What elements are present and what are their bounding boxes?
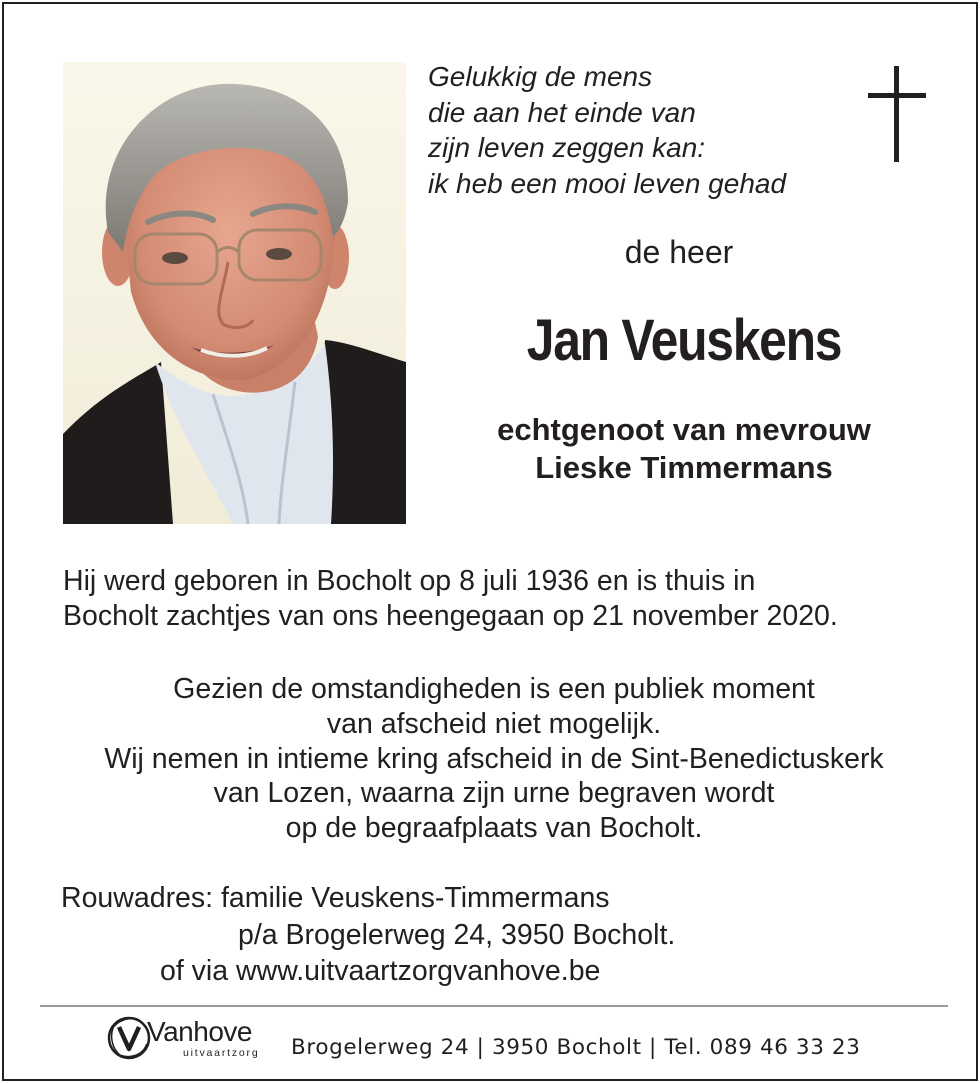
birth-line: Bocholt zachtjes van ons heengegaan op 21 november 2020.: [63, 600, 838, 632]
cross-icon: [868, 66, 926, 164]
poem-line: Gelukkig de mens: [428, 61, 653, 92]
spouse-line: Lieske Timmermans: [535, 450, 833, 485]
vanhove-logo: [105, 1014, 285, 1064]
poem-line: die aan het einde van: [428, 96, 696, 128]
obituary-card: [2, 2, 978, 1081]
footer-contact: Brogelerweg 24 | 3950 Bocholt | Tel. 089 46 33 23: [291, 1035, 861, 1060]
birth-death-text: [63, 564, 943, 634]
farewell-line: op de begraafplaats van Bocholt.: [285, 812, 703, 845]
brand-subtitle: uitvaartzorg: [183, 1047, 260, 1059]
deceased-name: Jan Veuskens: [526, 308, 842, 373]
farewell-line: Gezien de omstandigheden is een publiek moment: [173, 673, 815, 705]
address-line: Rouwadres: familie Veuskens-Timmermans: [61, 882, 610, 914]
farewell-line: van Lozen, waarna zijn urne begraven wordt: [213, 777, 775, 810]
portrait-photo: [63, 62, 406, 524]
farewell-text: [44, 672, 944, 846]
brand-name: Vanhove: [147, 1016, 252, 1047]
spouse-line: echtgenoot van mevrouw: [497, 412, 871, 447]
poem-line: ik heb een mooi leven gehad: [428, 167, 787, 199]
spouse-info: [434, 411, 934, 487]
address-website[interactable]: of via www.uitvaartzorgvanhove.be: [160, 955, 601, 987]
poem-line: zijn leven zeggen kan:: [428, 132, 706, 163]
footer-divider: [40, 1005, 948, 1007]
farewell-line: Wij nemen in intieme kring afscheid in de Sint-Benedictuskerk: [104, 742, 884, 775]
birth-line: Hij werd geboren in Bocholt op 8 juli 1936 en is thuis in: [63, 565, 756, 597]
farewell-line: van afscheid niet mogelijk.: [326, 707, 662, 740]
salutation: de heer: [624, 234, 734, 270]
memorial-poem: [428, 59, 848, 201]
address-line: p/a Brogelerweg 24, 3950 Bocholt.: [238, 919, 676, 951]
